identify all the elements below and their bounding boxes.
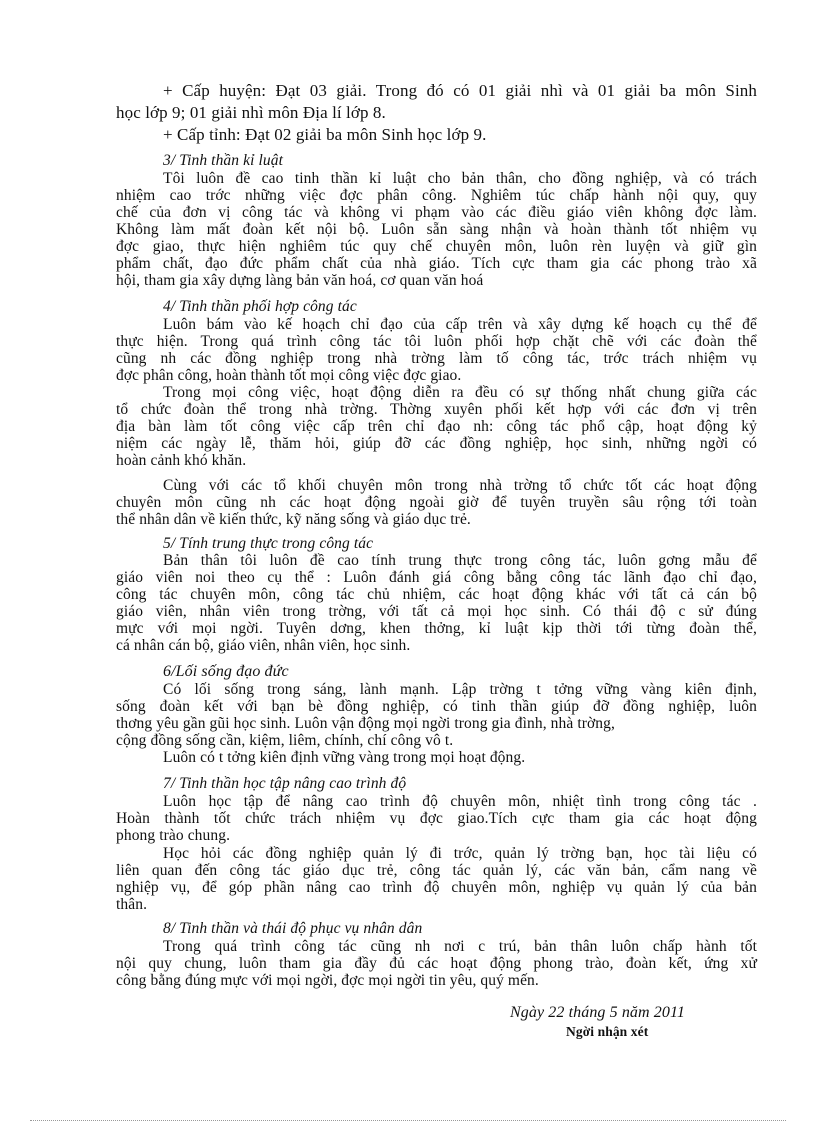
page-bottom-rule [30,1120,786,1121]
paragraph-line: mực với mọi ngời. Tuyên dơng, khen thởng, kỉ luật kịp thời tới từng đoàn thể, [116,620,757,637]
paragraph-line: cũng nh các đồng nghiệp trong nhà trờng làm tố công tác, trớc trách nhiệm vụ [116,350,757,367]
paragraph-line: Học hỏi các đồng nghiệp quản lý đi trớc, quản lý trờng bạn, học tài liệu có [163,845,757,862]
paragraph-line: thân. [116,896,148,913]
paragraph-line: giáo viên noi theo cụ thể : Luôn đánh giá công bằng công tác lãnh đạo chỉ đạo, [116,569,757,586]
paragraph-line: giáo viên, nhân viên trong trờng, với tất cả mọi học sinh. Có thái độ c sử đúng [116,603,757,620]
paragraph-line: cá nhân cán bộ, giáo viên, nhân viên, học sinh. [116,637,411,654]
paragraph-line: Luôn bám vào kế hoạch chỉ đạo của cấp trên và xây dựng kế hoạch cụ thể để [163,316,757,333]
paragraph-line: Trong quá trình công tác cũng nh nơi c trú, bản thân luôn chấp hành tốt [163,938,757,955]
paragraph-line: Cùng với các tổ khối chuyên môn trong nhà trờng tổ chức tốt các hoạt động [163,477,757,494]
paragraph-line: hoàn cảnh khó khăn. [116,452,247,469]
signature-date: Ngày 22 tháng 5 năm 2011 [510,1004,685,1021]
paragraph-line: sống đoàn kết với bạn bè đồng nghiệp, có tinh thần giúp đỡ đồng nghiệp, luôn [116,698,757,715]
paragraph-line: Trong mọi công việc, hoạt động diễn ra đều có sự thống nhất chung giữa các [163,384,757,401]
paragraph-line: Tôi luôn đề cao tinh thần kỉ luật cho bản thân, cho đồng nghiệp, và có trách [163,170,757,187]
paragraph-line: thể nhân dân về kiến thức, kỹ năng sống và giáo dục trẻ. [116,511,471,528]
paragraph-line: niệm các ngày lễ, thăm hỏi, giúp đỡ các đồng nghiệp, học sinh, những ngời có [116,435,757,452]
award-district-line-cont: học lớp 9; 01 giải nhì môn Địa lí lớp 8. [116,103,386,122]
section-heading-honesty: 5/ Tính trung thực trong công tác [163,535,374,552]
section-heading-lifestyle: 6/Lối sống đạo đức [163,663,289,680]
paragraph-line: tổ chức đoàn thể trong nhà trờng. Thờng xuyên phối kết hợp với các đơn vị trên [116,401,757,418]
section-heading-discipline: 3/ Tinh thần kỉ luật [163,152,283,169]
paragraph-line: thơng yêu gần gũi học sinh. Luôn vận động mọi ngời trong gia đình, nhà trờng, [116,715,615,732]
paragraph-line: đợc phân công, hoàn thành tốt mọi công việc đợc giao. [116,367,462,384]
paragraph-line: công tác chuyên môn, công tác chủ nhiệm, các hoạt động khác với tất cả cán bộ [116,586,757,603]
paragraph-line: thực hiện. Trong quá trình công tác tôi luôn phối hợp chặt chẽ với các đoàn thể [116,333,757,350]
section-heading-learning: 7/ Tinh thần học tập nâng cao trình độ [163,775,407,792]
paragraph-line: phong trào chung. [116,827,231,844]
paragraph-line: nội quy chung, luôn tham gia đầy đủ các hoạt động phong trào, đoàn kết, ứng xử [116,955,757,972]
paragraph-line: Không làm mất đoàn kết nội bộ. Luôn sẵn sàng nhận và hoàn thành tốt nhiệm vụ [116,221,757,238]
paragraph-line: nhiệm cao trớc những việc đợc phân công. Nghiêm túc chấp hành nội quy, quy [116,187,757,204]
paragraph-line: chế của đơn vị công tác và không vi phạm vào các điều giáo viên không đợc làm. [116,204,757,221]
paragraph-line: cộng đồng sống cần, kiệm, liêm, chính, chí công vô t. [116,732,454,749]
paragraph-line: hội, tham gia xây dựng làng bản văn hoá, cơ quan văn hoá [116,272,484,289]
award-province-line: + Cấp tỉnh: Đạt 02 giải ba môn Sinh học lớp 9. [163,125,487,144]
paragraph-line: chuyên môn cũng nh các hoạt động ngoài giờ để tuyên truyền sâu rộng tới toàn [116,494,757,511]
signature-title: Ngời nhận xét [566,1024,649,1039]
paragraph-line: đợc giao, thực hiện nghiêm túc quy chế chuyên môn, luôn rèn luyện và giữ gìn [116,238,757,255]
paragraph-line: nghiệp vụ, để góp phần nâng cao trình độ chuyên môn, nghiệp vụ quản lý của bản [116,879,757,896]
paragraph-line: Luôn học tập để nâng cao trình độ chuyên môn, nhiệt tình trong công tác . [163,793,757,810]
paragraph-line: Có lối sống trong sáng, lành mạnh. Lập trờng t tởng vững vàng kiên định, [163,681,757,698]
award-district-line: + Cấp huyện: Đạt 03 giải. Trong đó có 01 giải nhì và 01 giải ba môn Sinh [163,81,757,100]
paragraph-line: Bản thân tôi luôn đề cao tính trung thực trong công tác, luôn gơng mẫu để [163,552,757,569]
paragraph-line: công bằng đúng mực với mọi ngời, đợc mọi ngời tin yêu, quý mến. [116,972,539,989]
section-heading-service: 8/ Tinh thần và thái độ phục vụ nhân dân [163,920,423,937]
paragraph-line: địa bàn làm tốt công việc cấp trên chỉ đạo nh: công tác phổ cập, hoạt động kỷ [116,418,757,435]
section-heading-cooperation: 4/ Tinh thần phối hợp công tác [163,298,357,315]
paragraph-line: Luôn có t tởng kiên định vững vàng trong mọi hoạt động. [163,749,526,766]
paragraph-line: Hoàn thành tốt chức trách nhiệm vụ đợc giao.Tích cực tham gia các hoạt động [116,810,757,827]
paragraph-line: phẩm chất, đạo đức phẩm chất của nhà giáo. Tích cực tham gia các phong trào xã [116,255,757,272]
paragraph-line: liên quan đến công tác giáo dục trẻ, công tác quản lý, các văn bản, cẩm nang về [116,862,757,879]
